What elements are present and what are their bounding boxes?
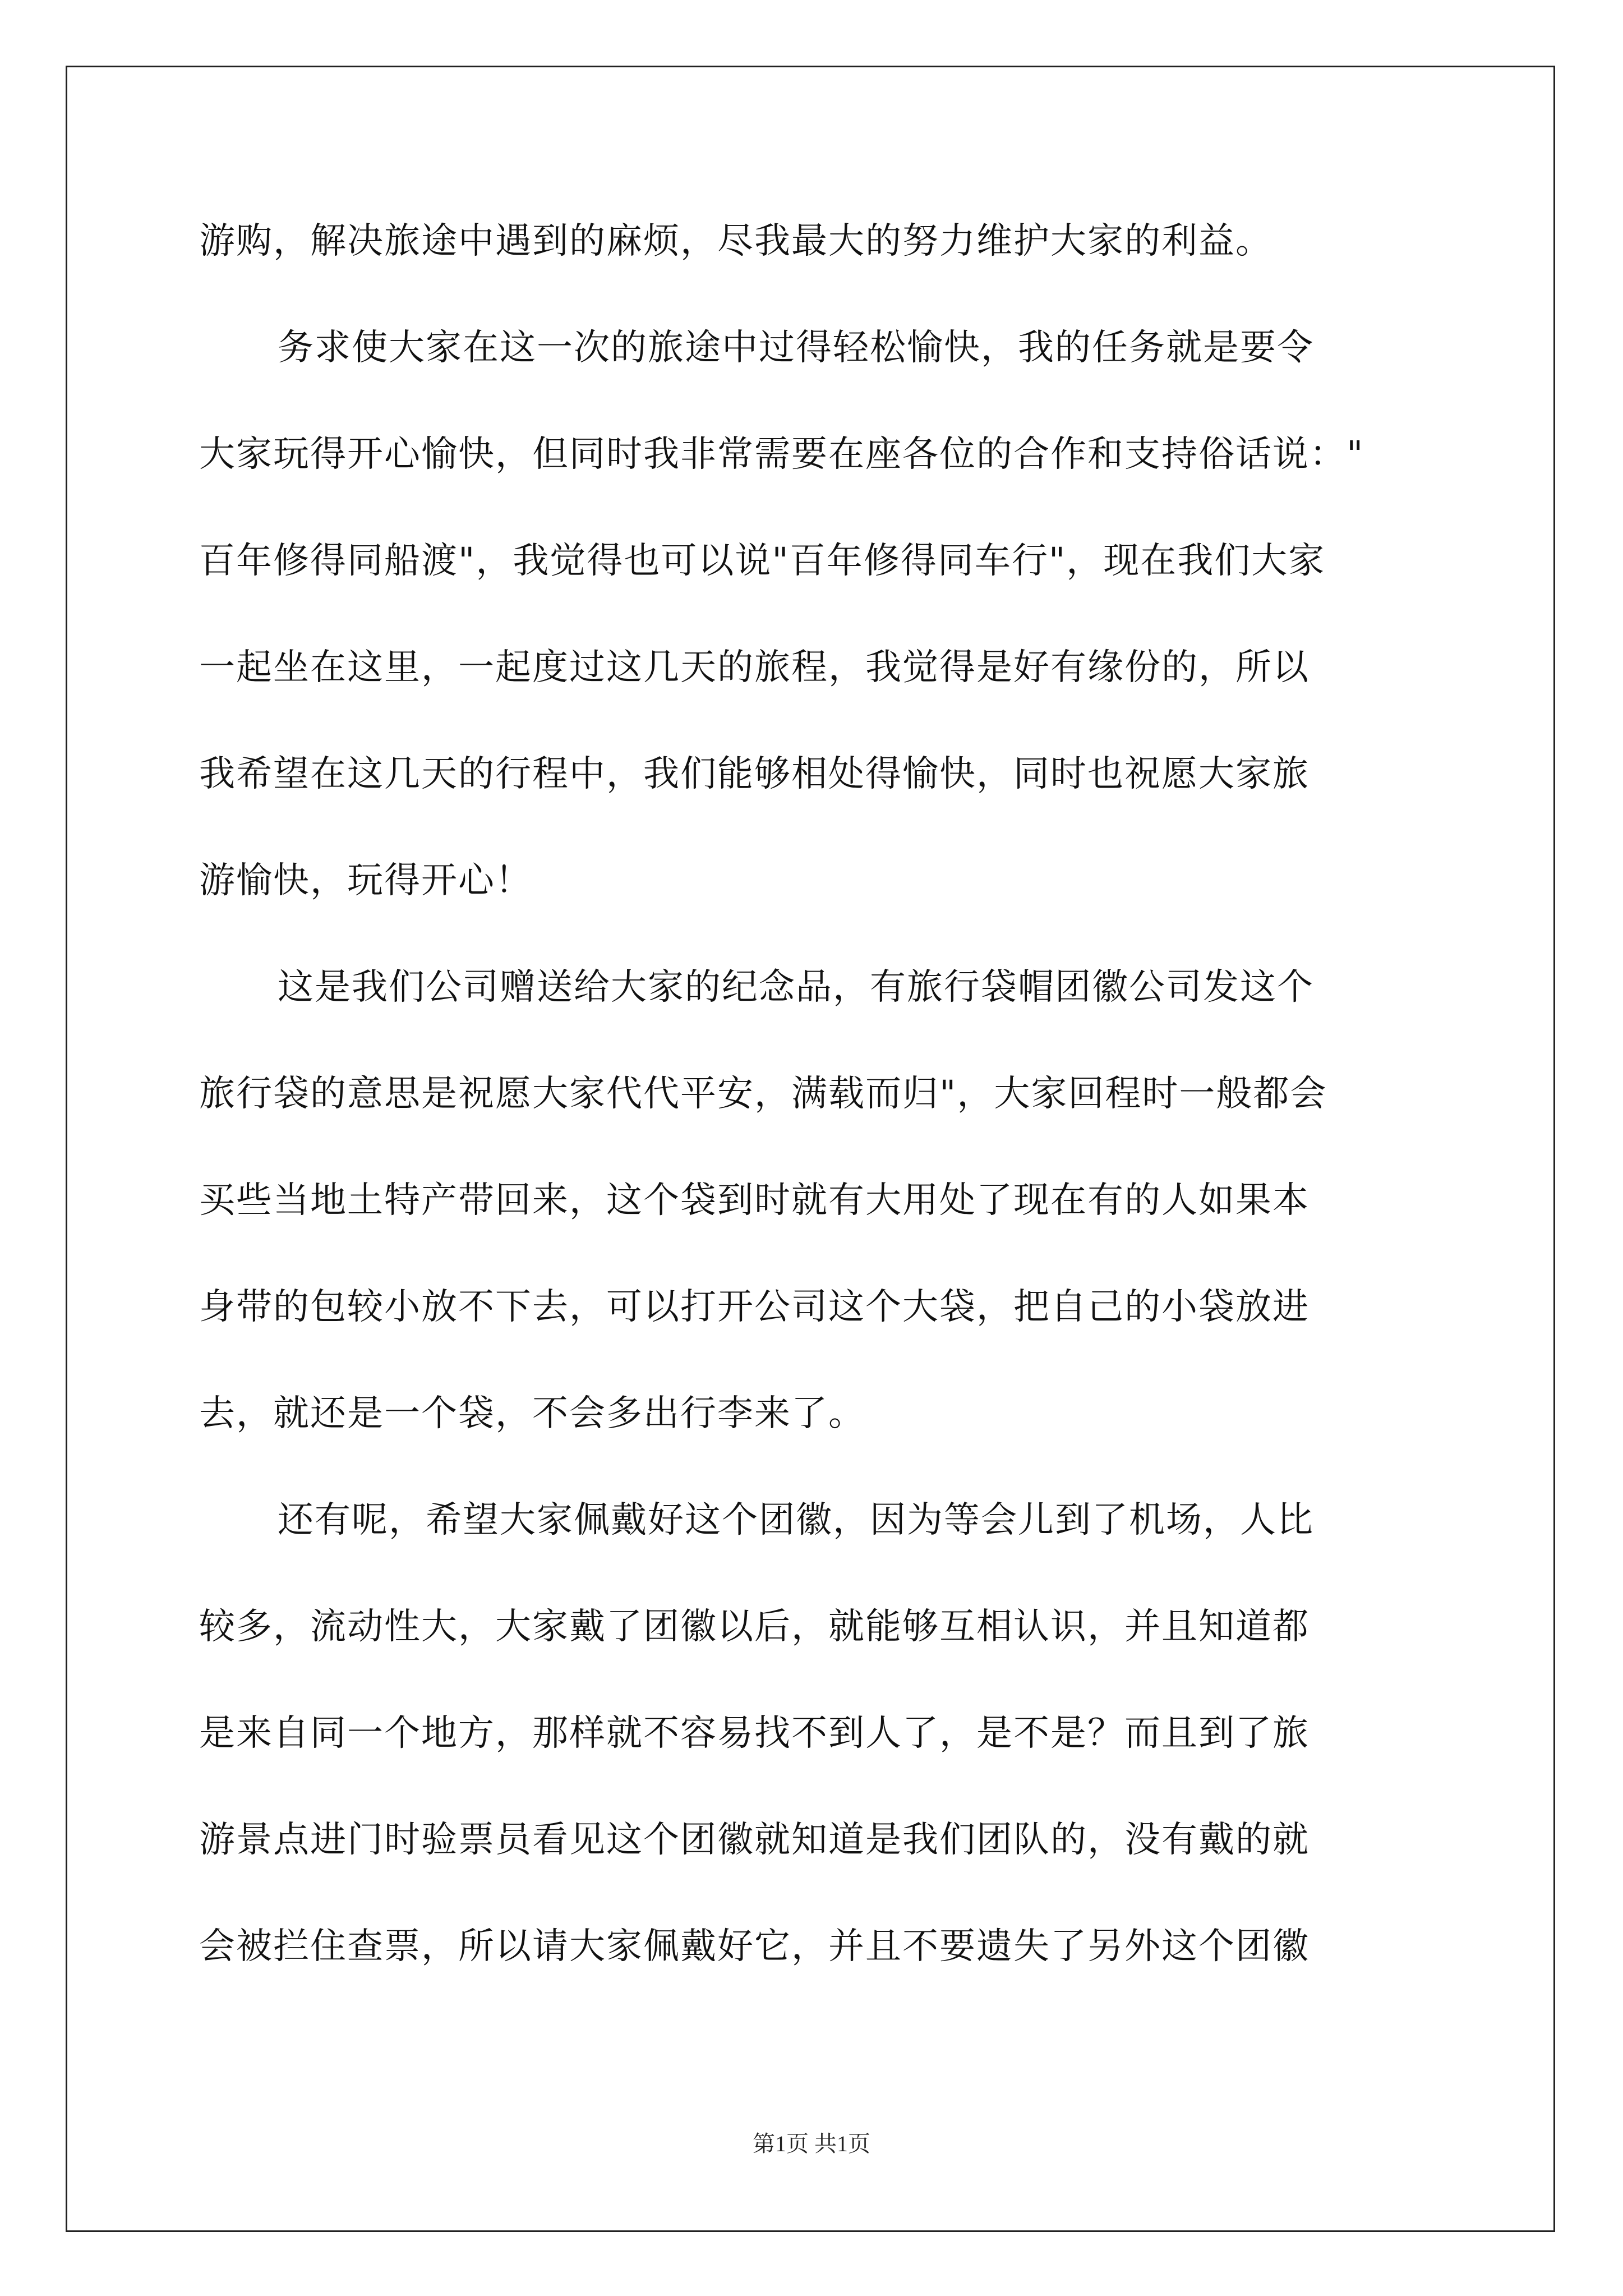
text-line: 去，就还是一个袋，不会多出行李来了。 bbox=[199, 1393, 865, 1434]
text-line: 游愉快，玩得开心！ bbox=[199, 860, 532, 901]
text-line: 大家玩得开心愉快，但同时我非常需要在座各位的合作和支持俗话说：" bbox=[199, 434, 1364, 475]
text-line: 买些当地土特产带回来，这个袋到时就有大用处了现在有的人如果本 bbox=[199, 1180, 1310, 1221]
text-line: 务求使大家在这一次的旅途中过得轻松愉快，我的任务就是要令 bbox=[278, 327, 1314, 369]
text-line: 游景点进门时验票员看见这个团徽就知道是我们团队的，没有戴的就 bbox=[199, 1819, 1310, 1861]
text-line: 百年修得同船渡"，我觉得也可以说"百年修得同车行"，现在我们大家 bbox=[199, 540, 1326, 582]
page-border bbox=[66, 66, 1555, 2232]
page-footer: 第1页 共1页 bbox=[753, 2131, 870, 2156]
text-line: 还有呢，希望大家佩戴好这个团徽，因为等会儿到了机场，人比 bbox=[278, 1499, 1314, 1541]
text-line: 我希望在这几天的行程中，我们能够相处得愉快，同时也祝愿大家旅 bbox=[199, 753, 1310, 795]
text-line: 身带的包较小放不下去，可以打开公司这个大袋，把自己的小袋放进 bbox=[199, 1286, 1310, 1328]
text-line: 游购，解决旅途中遇到的麻烦，尽我最大的努力维护大家的利益。 bbox=[199, 220, 1272, 262]
text-line: 一起坐在这里，一起度过这几天的旅程，我觉得是好有缘份的，所以 bbox=[199, 647, 1310, 688]
text-line: 旅行袋的意思是祝愿大家代代平安，满载而归"，大家回程时一般都会 bbox=[199, 1073, 1327, 1115]
text-line: 会被拦住查票，所以请大家佩戴好它，并且不要遗失了另外这个团徽 bbox=[199, 1926, 1310, 1967]
text-line: 较多，流动性大，大家戴了团徽以后，就能够互相认识，并且知道都 bbox=[199, 1606, 1310, 1648]
text-line: 这是我们公司赠送给大家的纪念品，有旅行袋帽团徽公司发这个 bbox=[278, 967, 1314, 1008]
text-line: 是来自同一个地方，那样就不容易找不到人了，是不是？而且到了旅 bbox=[199, 1713, 1310, 1754]
